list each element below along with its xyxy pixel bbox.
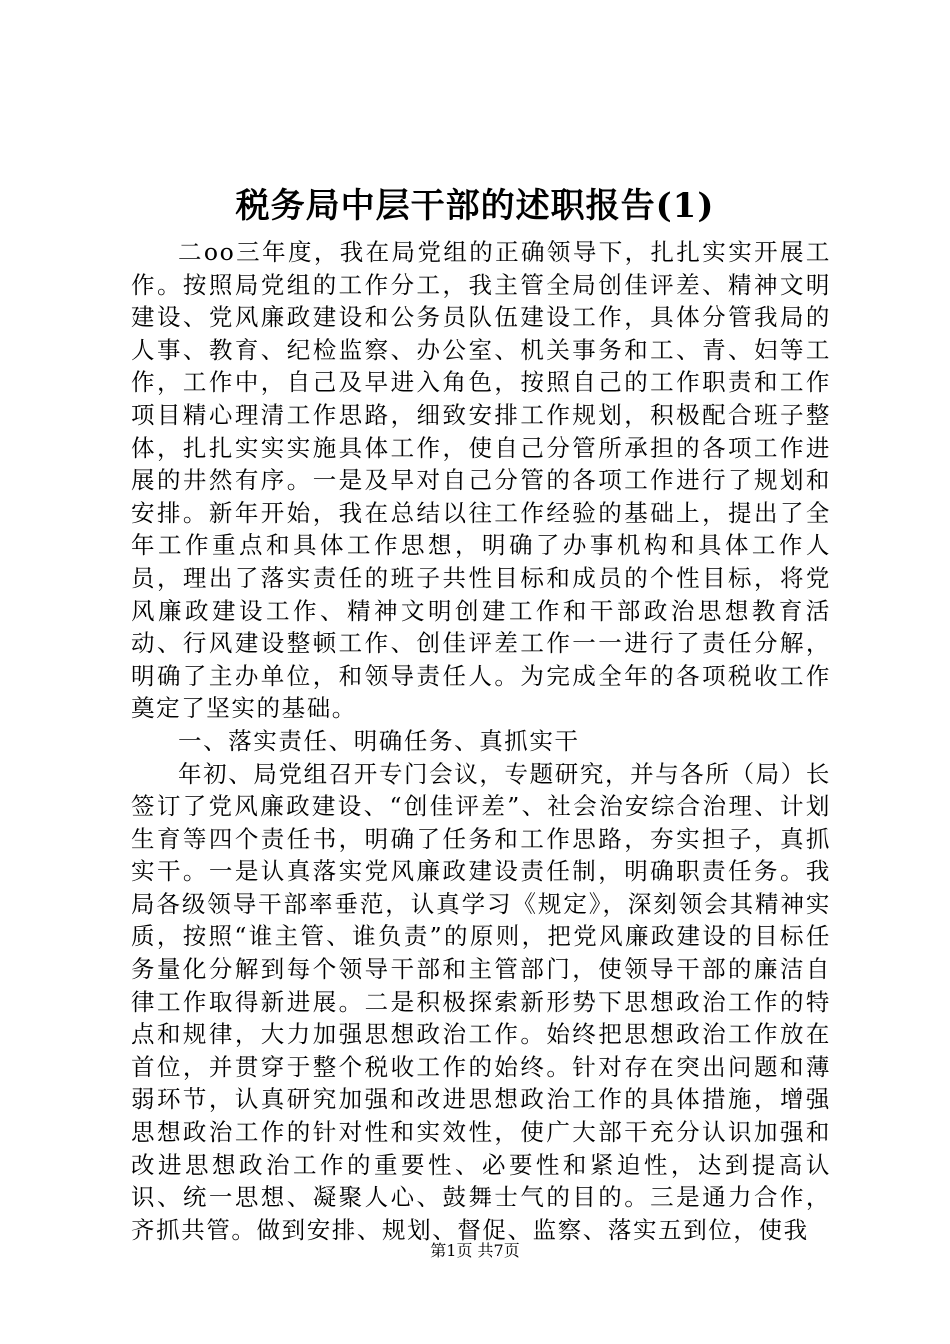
- document-body: [131, 236, 831, 1246]
- section-heading: 一、落实责任、明确任务、真抓实干: [178, 726, 580, 755]
- body-paragraph-2: 年初、局党组召开专门会议，专题研究，并与各所（局）长签订了党风廉政建设、“创佳评差”、社会治安综合治理、计划生育等四个责任书，明确了任务和工作思路，夯实担子，真抓实干。一是认真落实党风廉政建设责任制，明确职责任务。我局各级领导干部率垂范，认真学习《规定》，深刻领会其精神实质，按照“谁主管、谁负责”的原则，把党风廉政建设的目标任务量化分解到每个领导干部和主管部门，使领导干部的廉洁自律工作取得新进展。二是积极探索新形势下思想政治工作的特点和规律，大力加强思想政治工作。始终把思想政治工作放在首位，并贯穿于整个税收工作的始终。针对存在突出问题和薄弱环节，认真研究加强和改进思想政治工作的具体措施，增强思想政治工作的针对性和实效性，使广大部干充分认识加强和改进思想政治工作的重要性、必要性和紧迫性，达到提高认识、统一思想、凝聚人心、鼓舞士气的目的。三是通力合作，齐抓共管。做到安排、规划、督促、监察、落实五到位，使我: [131, 759, 831, 1244]
- page-footer: 第1页 共7页: [430, 1241, 520, 1260]
- body-paragraph-1: 二oo三年度，我在局党组的正确领导下，扎扎实实开展工作。按照局党组的工作分工，我主管全局创佳评差、精神文明建设、党风廉政建设和公务员队伍建设工作，具体分管我局的人事、教育、纪检监察、办公室、机关事务和工、青、妇等工作，工作中，自己及早进入角色，按照自己的工作职责和工作项目精心理清工作思路，细致安排工作规划，积极配合班子整体，扎扎实实实施具体工作，使自己分管所承担的各项工作进展的井然有序。一是及早对自己分管的各项工作进行了规划和安排。新年开始，我在总结以往工作经验的基础上，提出了全年工作重点和具体工作思想，明确了办事机构和具体工作人员，理出了落实责任的班子共性目标和成员的个性目标，将党风廉政建设工作、精神文明创建工作和干部政治思想教育活动、行风建设整顿工作、创佳评差工作一一进行了责任分解，明确了主办单位，和领导责任人。为完成全年的各项税收工作奠定了坚实的基础。: [131, 238, 831, 723]
- document-title: 税务局中层干部的述职报告(1): [235, 186, 715, 226]
